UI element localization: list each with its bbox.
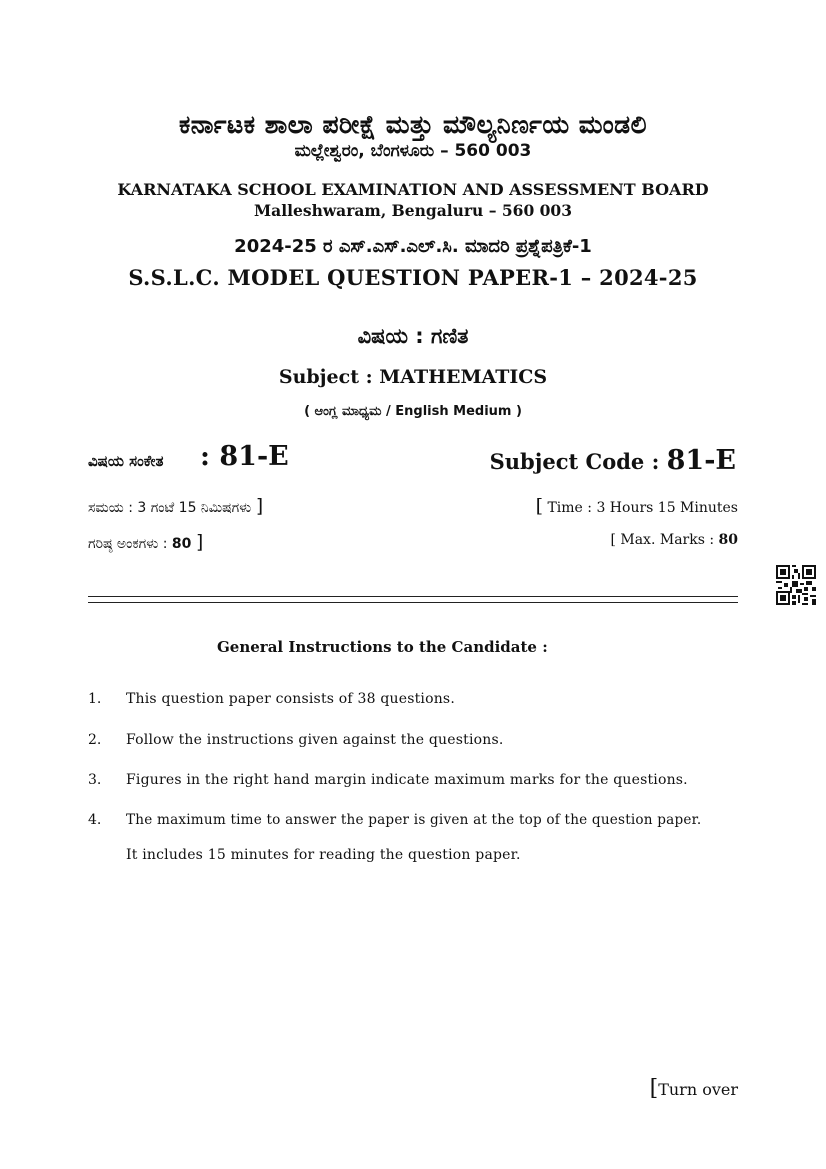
- board-name-kannada: ಕರ್ನಾಟಕ ಶಾಲಾ ಪರೀಕ್ಷೆ ಮತ್ತು ಮೌಲ್ಯನಿರ್ಣಯ ಮಂಡಲಿ: [179, 110, 647, 139]
- subject-kannada: ವಿಷಯ : ಗಣಿತ: [357, 324, 469, 348]
- instruction-number: 2.: [88, 732, 102, 748]
- turn-over-note: [Turn over: [649, 1076, 738, 1101]
- instruction-text: The maximum time to answer the paper is given at the top of the question paper.: [126, 812, 702, 828]
- instruction-number: 3.: [88, 772, 102, 788]
- instruction-number: 1.: [88, 691, 102, 707]
- instruction-text: Follow the instructions given against the questions.: [126, 732, 504, 748]
- subject-value: MATHEMATICS: [379, 366, 548, 388]
- subject-code-value: 81-E: [666, 445, 736, 476]
- board-address-english: Malleshwaram, Bengaluru – 560 003: [254, 201, 572, 220]
- board-address-kannada: ಮಲ್ಲೇಶ್ವರಂ, ಬೆಂಗಳೂರು – 560 003: [294, 141, 532, 161]
- subject-english: [0, 366, 826, 388]
- subject-code-label: Subject Code :: [489, 449, 667, 474]
- instructions-heading: General Instructions to the Candidate :: [217, 638, 548, 656]
- medium-note: ( ಆಂಗ್ಲ ಮಾಧ್ಯಮ / English Medium ): [304, 404, 522, 419]
- instruction-number: 4.: [88, 812, 102, 828]
- paper-title-kannada: 2024-25 ರ ಎಸ್.ಎಸ್.ಎಲ್.ಸಿ. ಮಾದರಿ ಪ್ರಶ್ನೆಪತ್ರಿಕೆ-1: [234, 236, 592, 257]
- subject-code-english: [490, 445, 736, 476]
- subject-code-kannada-value: : 81-E: [200, 441, 289, 472]
- max-marks-english-value: 80: [718, 532, 738, 548]
- instruction-text: Figures in the right hand margin indicate maximum marks for the questions.: [126, 772, 688, 788]
- instruction-text: This question paper consists of 38 questions.: [126, 691, 455, 707]
- divider-line-bottom: [88, 602, 738, 603]
- instruction-text-continued: It includes 15 minutes for reading the question paper.: [126, 847, 521, 863]
- board-name-english: KARNATAKA SCHOOL EXAMINATION AND ASSESSMENT BOARD: [117, 180, 709, 199]
- divider-line-top: [88, 596, 738, 597]
- subject-label: Subject :: [278, 366, 380, 388]
- max-marks-kannada-value: 80: [171, 536, 192, 552]
- qr-code-icon: [776, 565, 816, 605]
- time-english: [ Time : 3 Hours 15 Minutes: [535, 495, 738, 517]
- time-kannada: ಸಮಯ : 3 ಗಂಟೆ 15 ನಿಮಿಷಗಳು ]: [88, 495, 264, 517]
- paper-title-english: S.S.L.C. MODEL QUESTION PAPER-1 – 2024-25: [128, 265, 698, 290]
- max-marks-english: [ Max. Marks : 80: [610, 532, 738, 548]
- subject-code-kannada-label: ವಿಷಯ ಸಂಕೇತ: [88, 452, 164, 470]
- max-marks-kannada: ಗರಿಷ್ಠ ಅಂಕಗಳು : 80 ]: [88, 531, 204, 553]
